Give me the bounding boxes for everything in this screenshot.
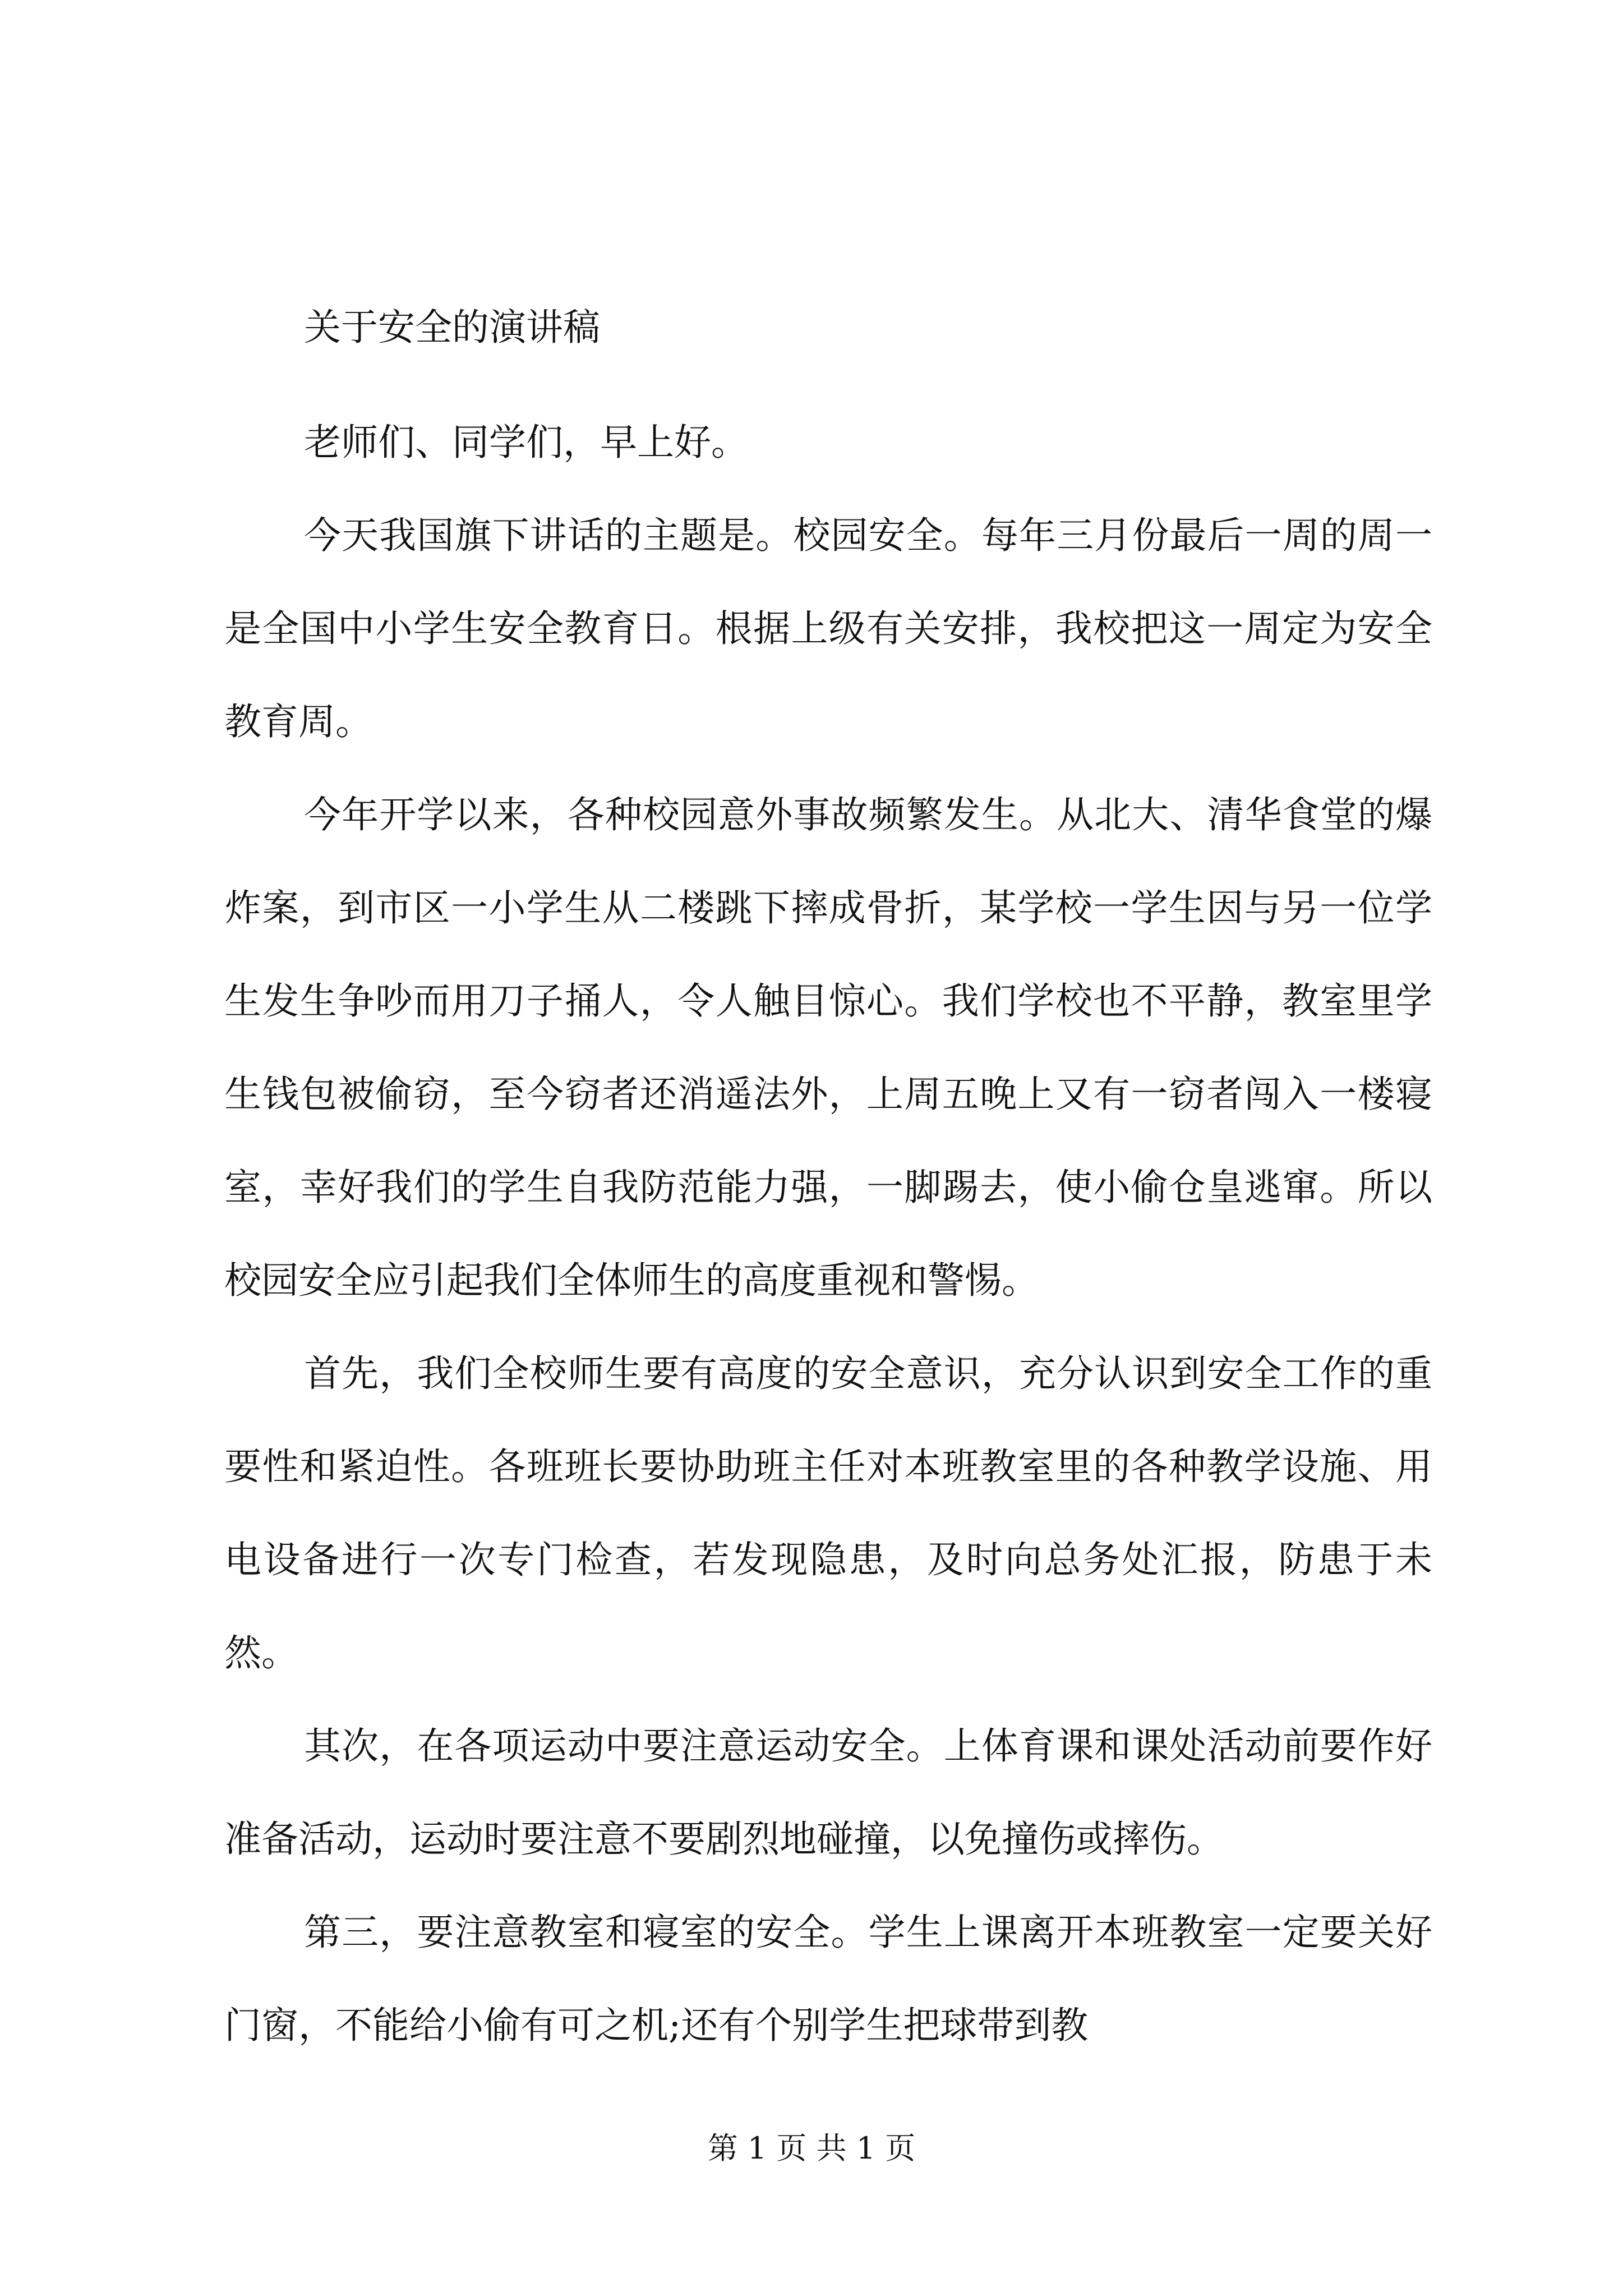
document-title: 关于安全的演讲稿 (304, 306, 600, 349)
page-footer: 第 1 页 共 1 页 (707, 2131, 916, 2166)
paragraph-third-point: 第三，要注意教室和寝室的安全。学生上课离开本班教室一定要关好门窗，不能给小偷有可之机;还有个别学生把球带到教 (224, 1911, 1432, 2047)
paragraph-topic: 今天我国旗下讲话的主题是。校园安全。每年三月份最后一周的周一是全国中小学生安全教育日。根据上级有关安排，我校把这一周定为安全教育周。 (224, 514, 1432, 743)
paragraph-greeting: 老师们、同学们，早上好。 (304, 421, 748, 464)
paragraph-first-point: 首先，我们全校师生要有高度的安全意识，充分认识到安全工作的重要性和紧迫性。各班班长要协助班主任对本班教室里的各种教学设施、用电设备进行一次专门检查，若发现隐患，及时向总务处汇报，防患于未然。 (224, 1352, 1432, 1674)
paragraph-incidents: 今年开学以来，各种校园意外事故频繁发生。从北大、清华食堂的爆炸案，到市区一小学生从二楼跳下摔成骨折，某学校一学生因与另一位学生发生争吵而用刀子捅人，令人触目惊心。我们学校也不平静，教室里学生钱包被偷窃，至今窃者还消遥法外，上周五晚上又有一窃者闯入一楼寝室，幸好我们的学生自我防范能力强，一脚踢去，使小偷仓皇逃窜。所以校园安全应引起我们全体师生的高度重视和警惕。 (224, 793, 1432, 1302)
paragraph-second-point: 其次，在各项运动中要注意运动安全。上体育课和课处活动前要作好准备活动，运动时要注意不要剧烈地碰撞，以免撞伤或摔伤。 (224, 1724, 1432, 1861)
document-body (224, 303, 1432, 2072)
